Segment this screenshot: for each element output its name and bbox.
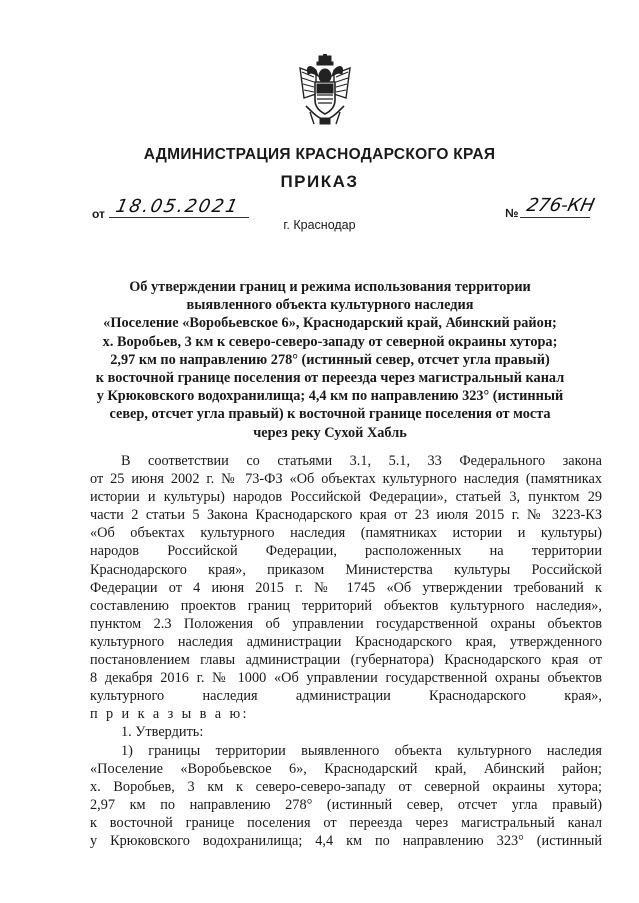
body-line: народов Российской Федерации, расположенных на территории	[90, 543, 602, 560]
document-body	[90, 452, 602, 850]
body-line: х. Воробьев, 3 км к северо-северо-западу от северной окраины хутора;	[90, 778, 602, 795]
title-line: 2,97 км по направлению 278° (истинный север, отсчет угла правый)	[110, 351, 550, 368]
body-line: истории и культуры) народов Российской Федерации», статьей 3, пунктом 29	[90, 489, 602, 506]
title-line: у Крюковского водохранилища; 4,4 км по направлению 323° (истинный	[96, 388, 564, 405]
body-line: культурного наследия администрации Краснодарского края»,	[90, 688, 602, 705]
title-line: к восточной границе поселения от переезда через магистральный канал	[95, 370, 565, 387]
body-line: 1. Утвердить:	[121, 724, 204, 741]
title-line: х. Воробьев, 3 км к северо-северо-западу от северной окраины хутора;	[102, 333, 558, 350]
order-word: п р и к а з ы в а ю:	[90, 706, 249, 723]
body-line: к восточной границе поселения от переезда через магистральный канал	[90, 814, 602, 831]
body-line: части 2 статьи 5 Закона Краснодарского края от 23 июля 2015 г. № 3223-КЗ	[90, 507, 602, 524]
organization-name: АДМИНИСТРАЦИЯ КРАСНОДАРСКОГО КРАЯ	[143, 146, 496, 163]
body-line: «Об объектах культурного наследия (памятниках истории и культуры)	[90, 525, 602, 542]
body-line: Краснодарского края», приказом Министерства культуры Российской	[90, 561, 602, 578]
title-line: через реку Сухой Хабль	[253, 424, 407, 441]
title-line: выявленного объекта культурного наследия	[186, 297, 474, 314]
body-line: составлению проектов границ территорий объектов культурного наследия»,	[90, 597, 602, 614]
body-line: В соответствии со статьями 3.1, 5.1, 33 Федерального закона	[121, 453, 602, 469]
body-line: культурного наследия администрации Краснодарского края, утвержденного	[90, 633, 602, 650]
body-line: 8 декабря 2016 г. № 1000 «Об управлении государственной охраны объектов	[90, 670, 602, 687]
body-line: у Крюковского водохранилища; 4,4 км по направлению 323° (истинный	[90, 832, 602, 849]
body-line: «Поселение «Воробьевское 6», Краснодарский край, Абинский район;	[90, 760, 602, 777]
body-line: от 25 июня 2002 г. № 73-ФЗ «Об объектах культурного наследия (памятниках	[90, 471, 602, 488]
document-type: ПРИКАЗ	[280, 172, 359, 191]
number-underline	[520, 217, 590, 218]
title-line: север, отсчет угла правый) к восточной границе поселения от моста	[109, 406, 551, 423]
title-line: Об утверждении границ и режима использования территории	[129, 279, 531, 295]
body-line: постановлением главы администрации (губернатора) Краснодарского края от	[90, 652, 602, 669]
handwritten-number: 276-КН	[524, 195, 597, 216]
body-line: Федерации от 4 июня 2015 г. № 1745 «Об утверждении требований к	[90, 579, 602, 596]
date-prefix: от	[92, 207, 105, 221]
title-line: «Поселение «Воробьевское 6», Краснодарский край, Абинский район;	[103, 315, 557, 332]
coat-of-arms-icon	[296, 54, 354, 126]
handwritten-date: 18.05.2021	[113, 196, 242, 217]
body-line: 1) границы территории выявленного объекта культурного наследия	[121, 742, 602, 759]
city-name: г. Краснодар	[283, 218, 356, 232]
document-title	[80, 278, 580, 442]
number-prefix: №	[505, 206, 519, 220]
body-line: пунктом 2.3 Положения об управлении государственной охраны объектов	[90, 615, 602, 632]
body-line: 2,97 км по направлению 278° (истинный север, отсчет угла правый)	[90, 796, 602, 813]
